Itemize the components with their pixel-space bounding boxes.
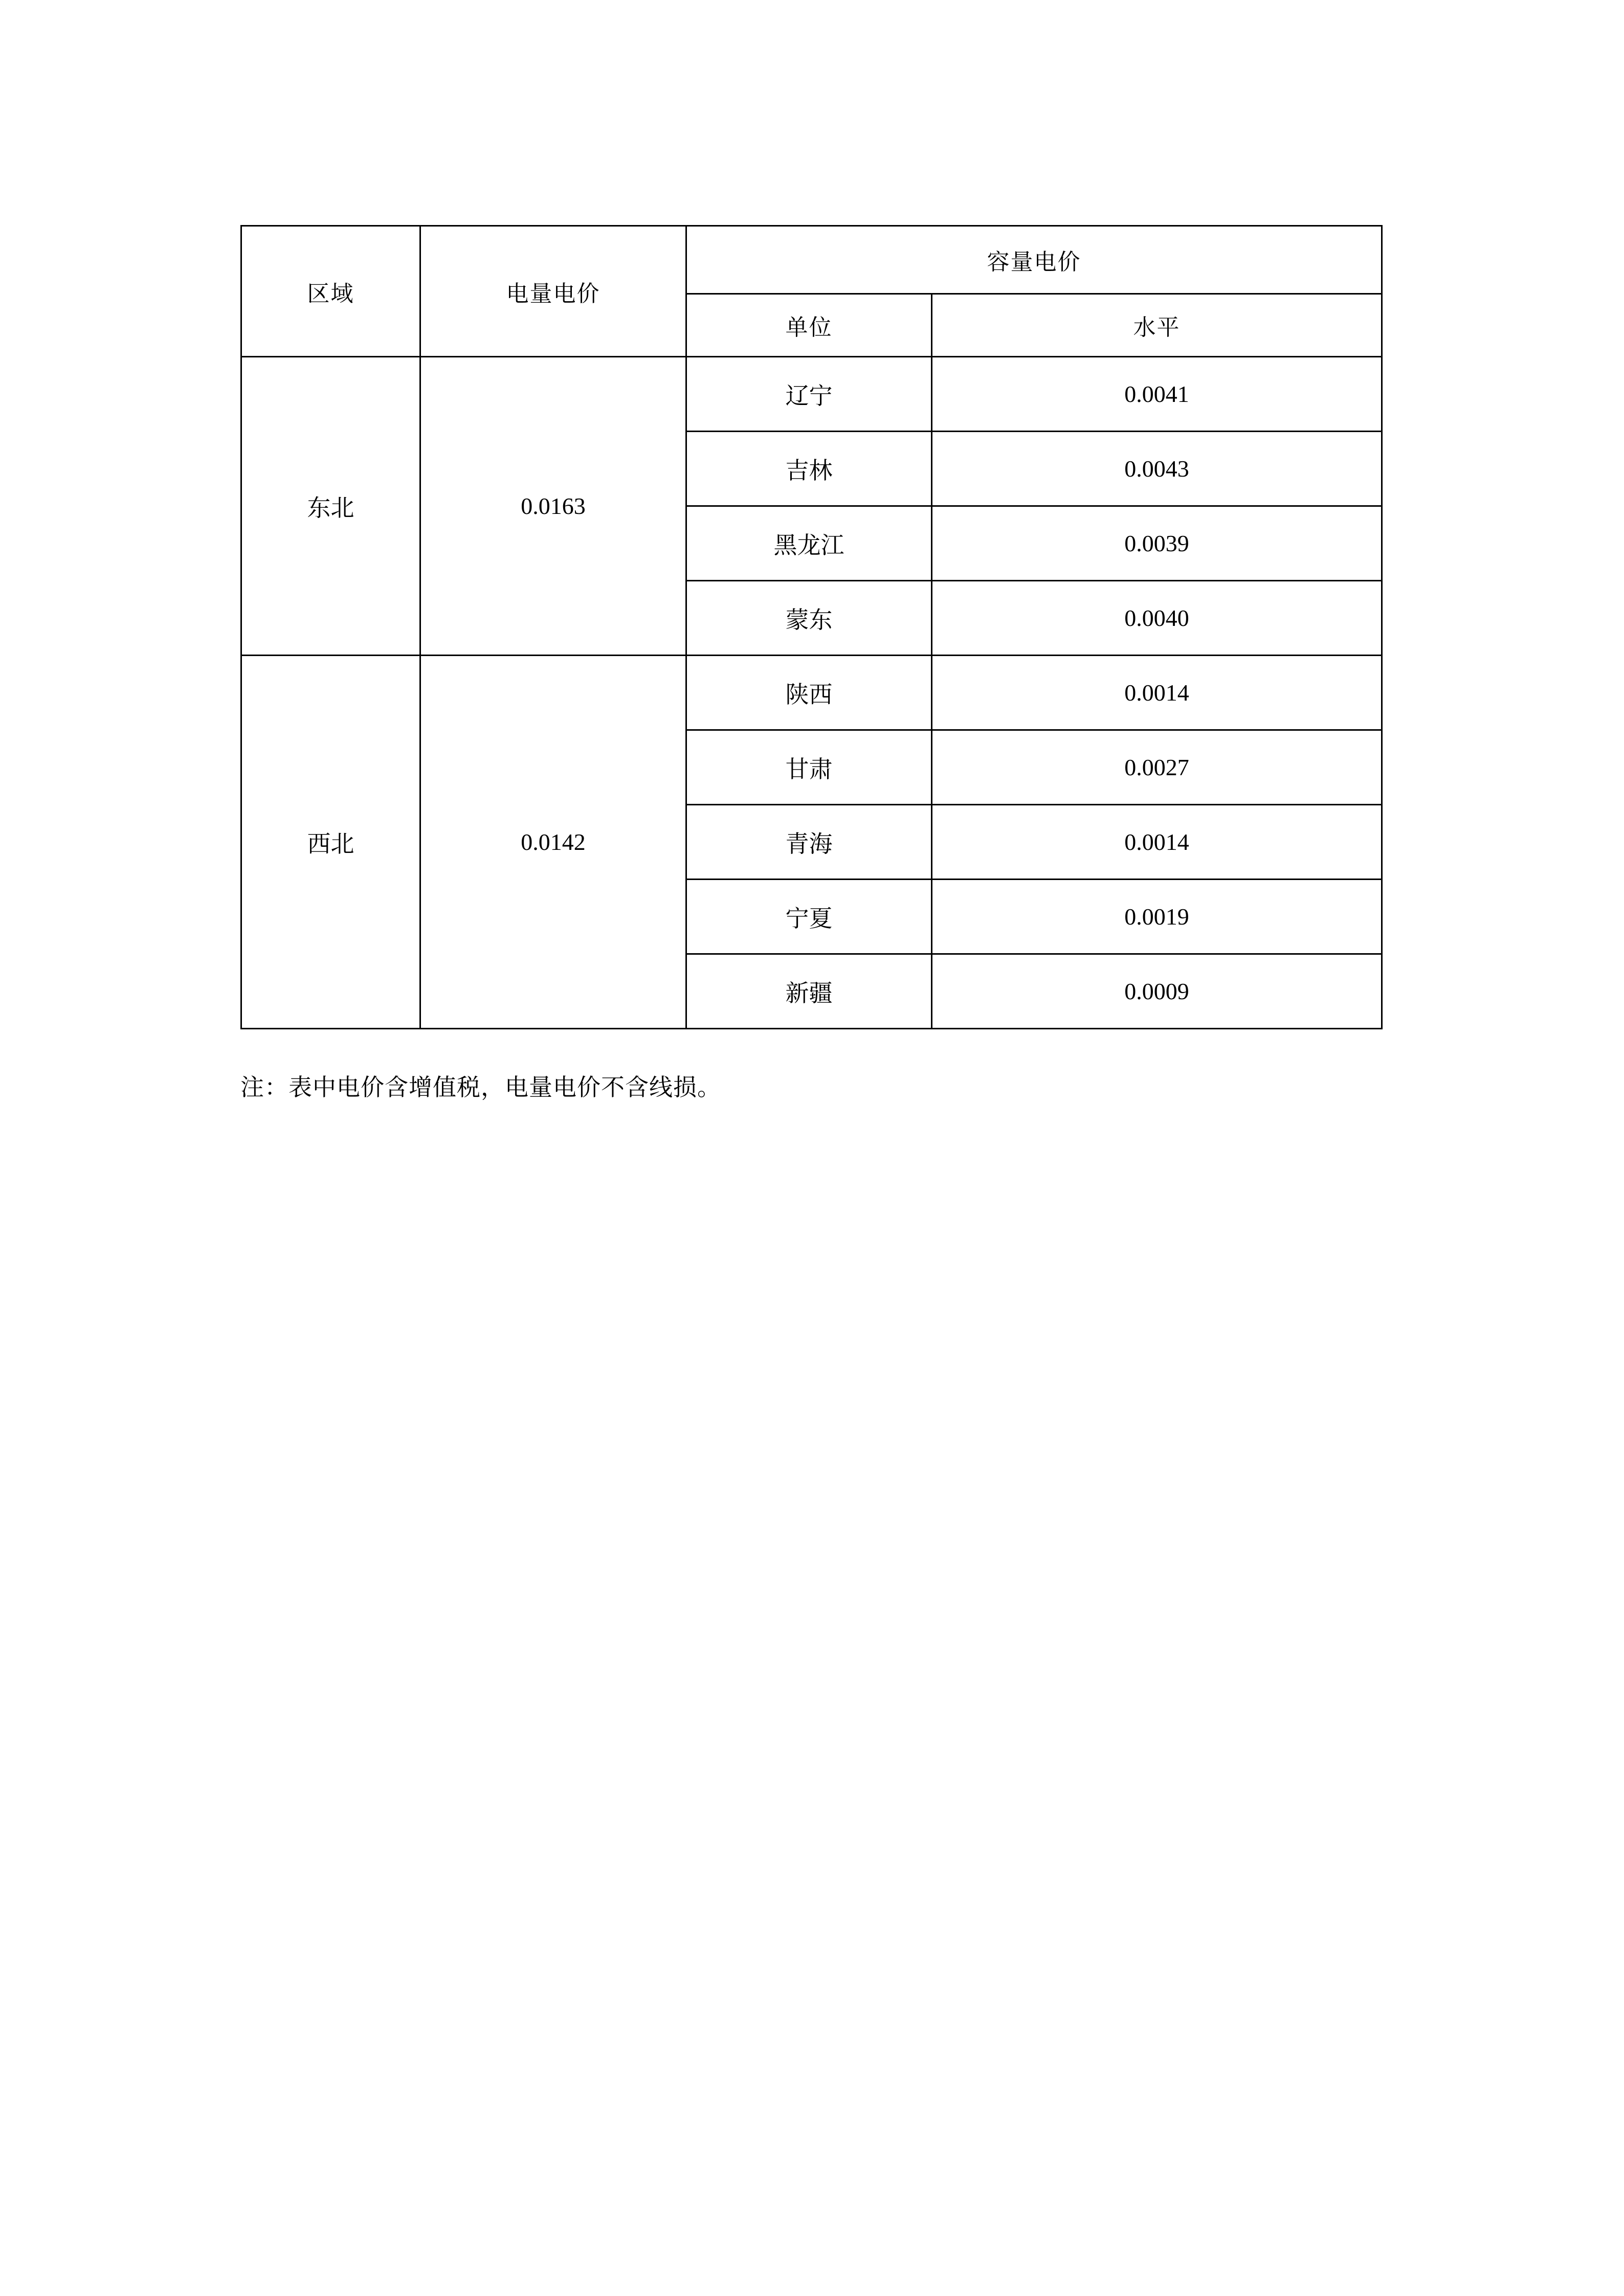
- unit-name: 甘肃: [686, 730, 932, 805]
- unit-name: 黑龙江: [686, 506, 932, 581]
- unit-name: 青海: [686, 805, 932, 880]
- unit-name: 辽宁: [686, 357, 932, 432]
- table-header-row-1: [241, 226, 1382, 294]
- header-capacity-price: 容量电价: [686, 226, 1382, 294]
- price-table-container: [240, 225, 1381, 1029]
- region-northeast: 东北: [241, 357, 420, 656]
- table-row: [241, 656, 1382, 730]
- energy-price-northwest: 0.0142: [420, 656, 686, 1029]
- capacity-level: 0.0040: [932, 581, 1382, 656]
- capacity-level: 0.0027: [932, 730, 1382, 805]
- unit-name: 陕西: [686, 656, 932, 730]
- capacity-level: 0.0043: [932, 432, 1382, 506]
- capacity-level: 0.0041: [932, 357, 1382, 432]
- header-level: 水平: [932, 294, 1382, 357]
- unit-name: 吉林: [686, 432, 932, 506]
- table-row: [241, 357, 1382, 432]
- capacity-level: 0.0019: [932, 880, 1382, 954]
- electricity-price-table: [240, 225, 1383, 1029]
- energy-price-northeast: 0.0163: [420, 357, 686, 656]
- region-northwest: 西北: [241, 656, 420, 1029]
- capacity-level: 0.0009: [932, 954, 1382, 1029]
- unit-name: 新疆: [686, 954, 932, 1029]
- capacity-level: 0.0039: [932, 506, 1382, 581]
- header-energy-price: 电量电价: [420, 226, 686, 357]
- capacity-level: 0.0014: [932, 656, 1382, 730]
- table-note: 注：表中电价含增值税，电量电价不含线损。: [240, 1074, 721, 1100]
- unit-name: 宁夏: [686, 880, 932, 954]
- header-region: 区域: [241, 226, 420, 357]
- capacity-level: 0.0014: [932, 805, 1382, 880]
- unit-name: 蒙东: [686, 581, 932, 656]
- header-unit: 单位: [686, 294, 932, 357]
